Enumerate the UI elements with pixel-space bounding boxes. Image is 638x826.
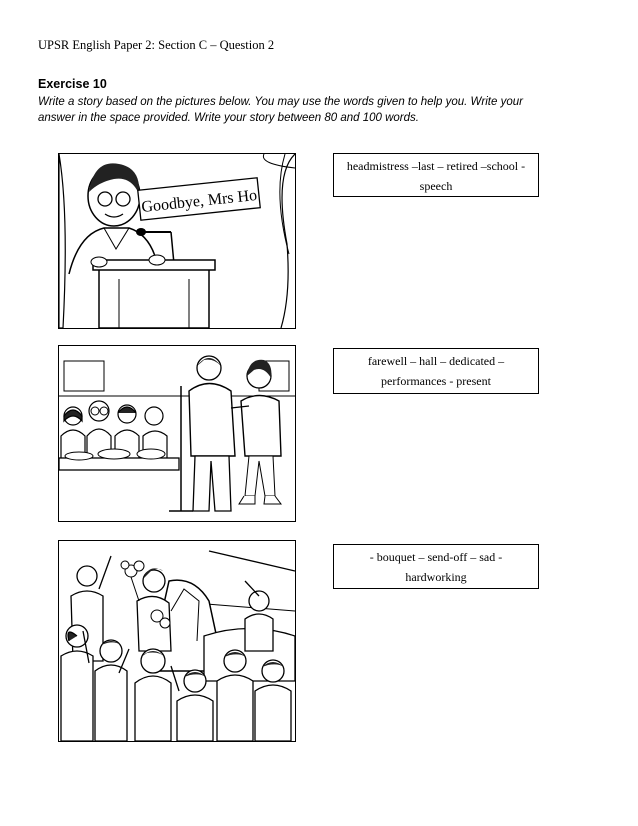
picture-panel-hall: [58, 345, 296, 522]
farewell-sign-text: Goodbye, Mrs Ho: [140, 186, 258, 217]
word-hints-2-line-2: performances - present: [381, 374, 491, 388]
hall-illustration: [59, 346, 295, 521]
word-hints-1-line-2: speech: [419, 179, 453, 193]
word-hints-3-line-1: - bouquet – send-off – sad -: [369, 550, 503, 564]
word-hints-1-line-1: headmistress –last – retired –school -: [346, 159, 526, 173]
send-off-illustration: [59, 541, 295, 741]
word-hints-2-line-1: farewell – hall – dedicated –: [367, 354, 505, 368]
word-hints-box-3: [333, 544, 539, 589]
instructions-line-1: Write a story based on the pictures below. You may use the words given to help you. Write your: [38, 96, 523, 108]
exercise-title: Exercise 10: [38, 77, 107, 91]
picture-panel-send-off: [58, 540, 296, 742]
page-header: UPSR English Paper 2: Section C – Question 2: [38, 38, 275, 52]
speech-illustration: [59, 154, 295, 328]
instructions-line-2: answer in the space provided. Write your story between 80 and 100 words.: [38, 112, 419, 124]
picture-panel-speech: [58, 153, 296, 329]
word-hints-box-2: [333, 348, 539, 394]
word-hints-box-1: [333, 153, 539, 197]
word-hints-3-line-2: hardworking: [405, 570, 467, 584]
exercise-instructions: [38, 94, 578, 126]
